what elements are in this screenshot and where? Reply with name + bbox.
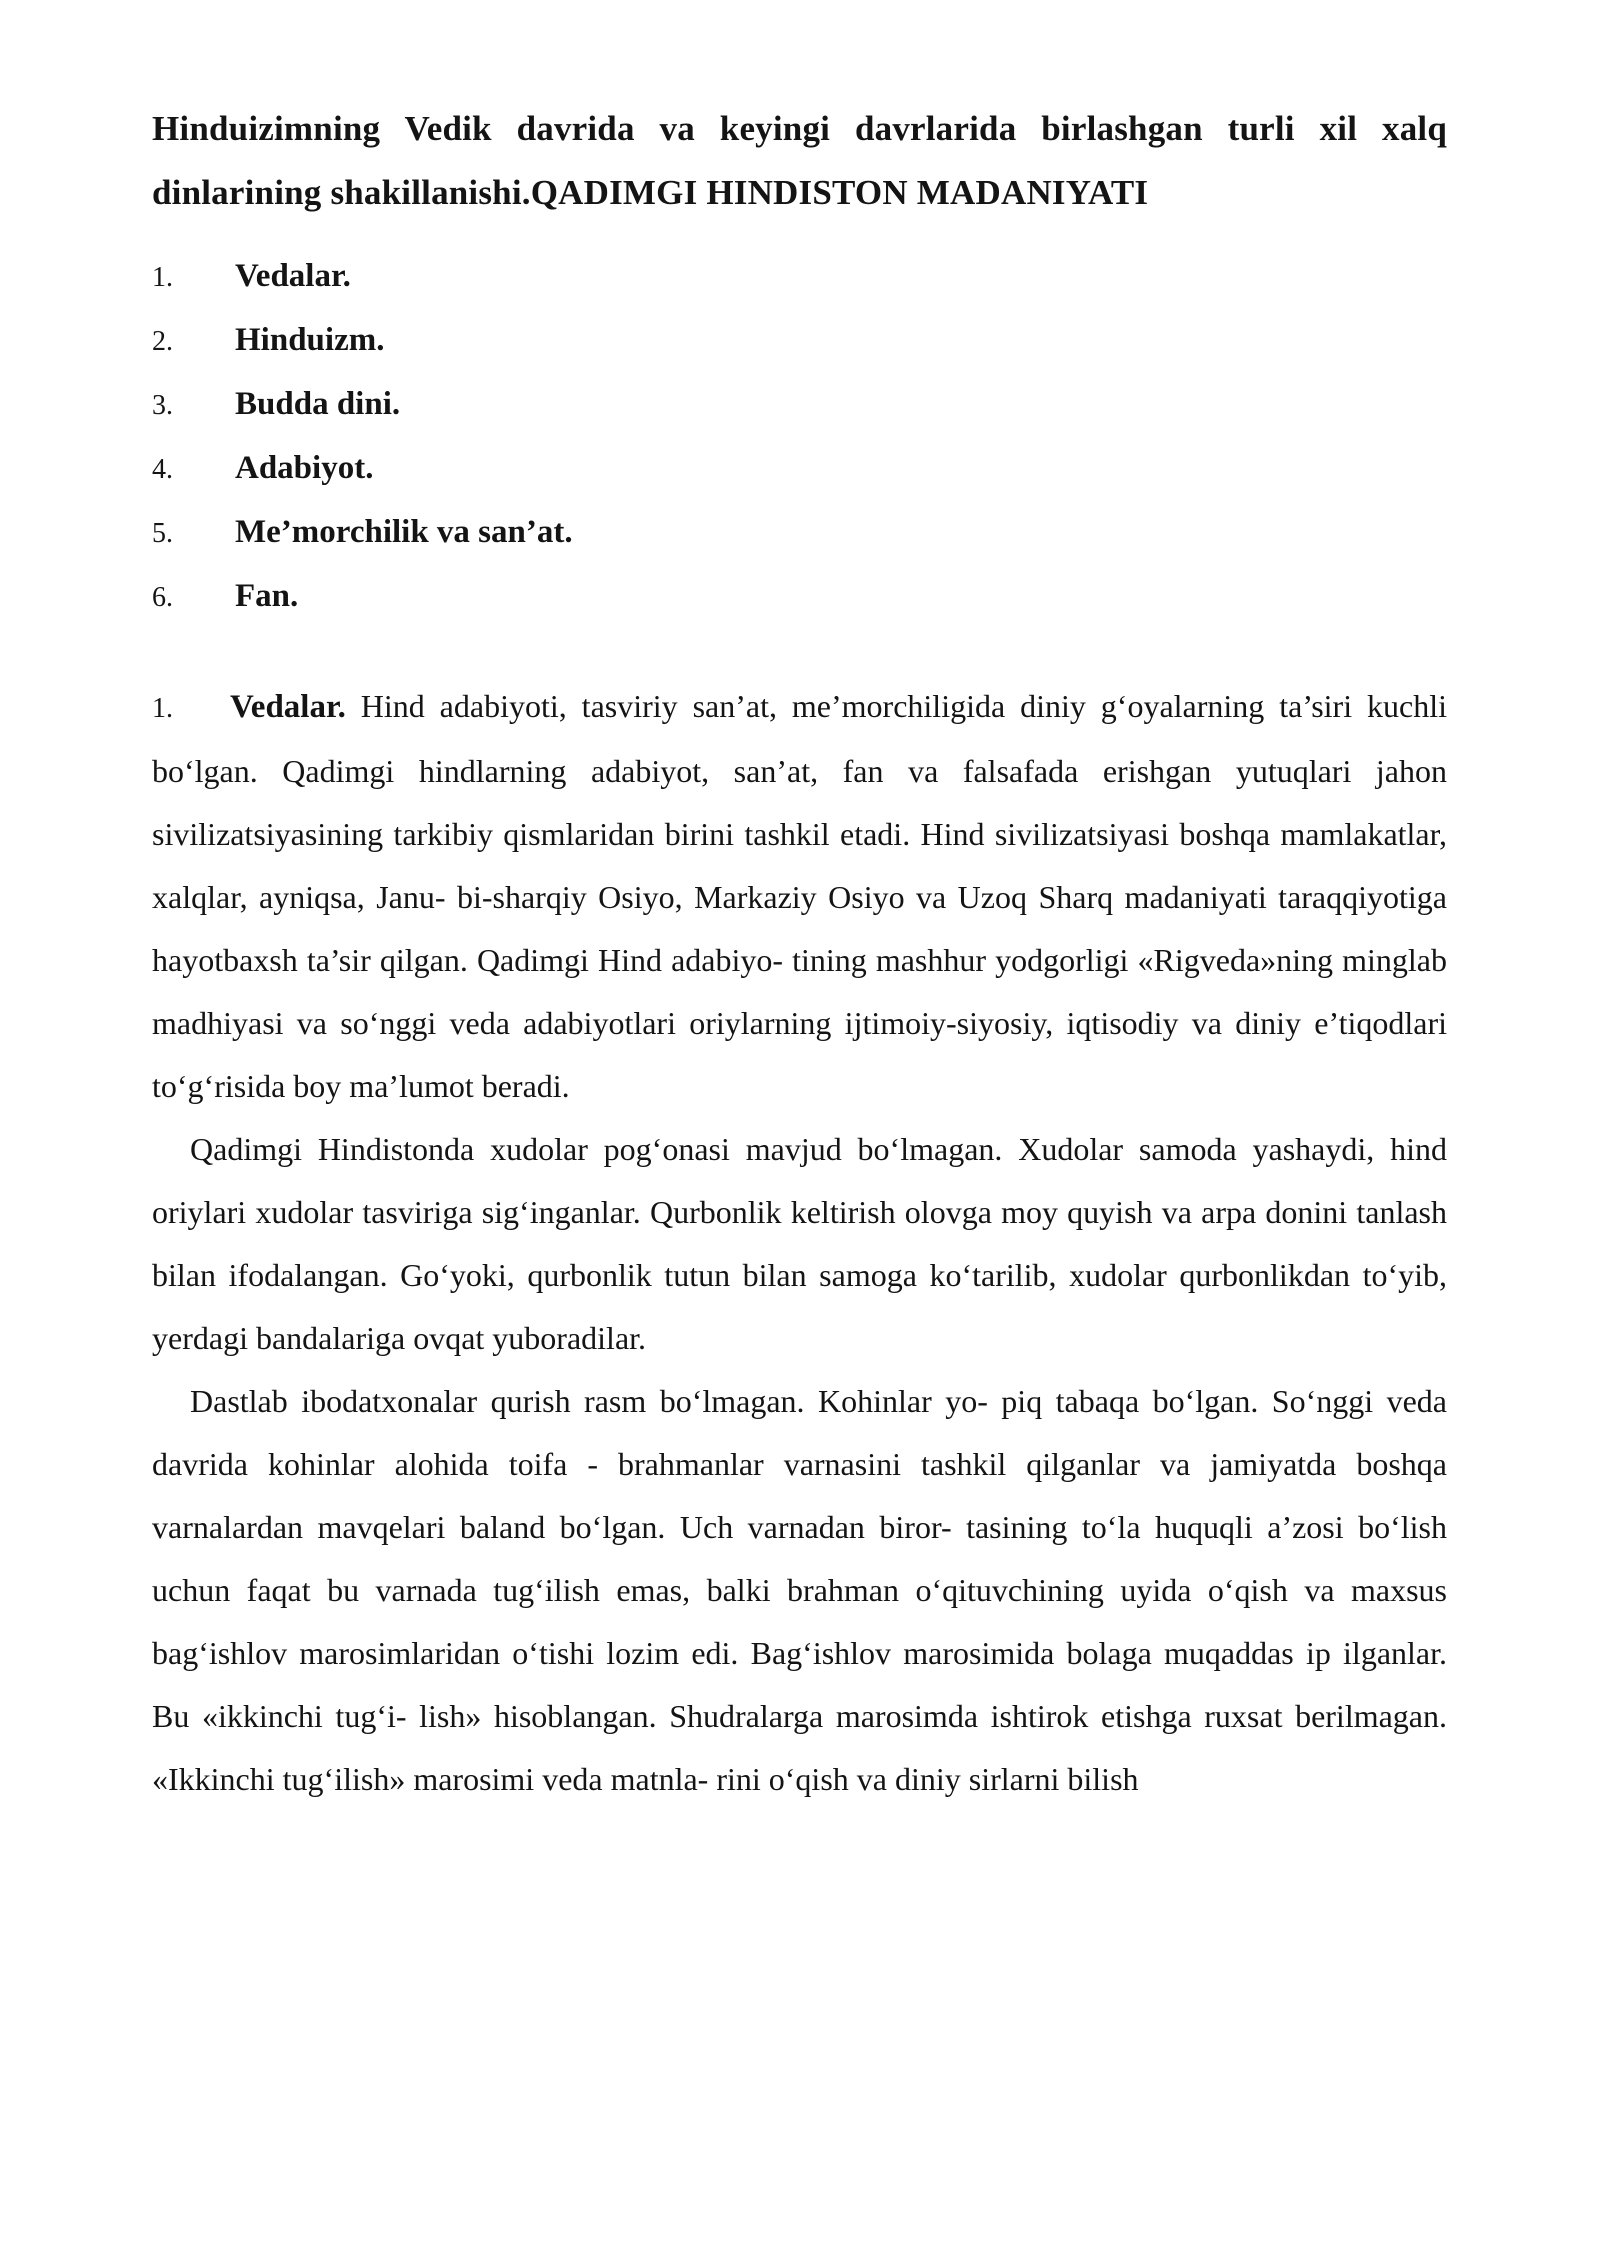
outline-item [152, 500, 1447, 564]
paragraph-number: 1. [152, 693, 173, 724]
outline-item-label: Hinduizm. [235, 322, 385, 358]
outline-item-number: 1. [152, 262, 173, 293]
paragraph-ibodatxonalar: Dastlab ibodatxonalar qurish rasm boʻlmagan. Kohinlar yo- piq tabaqa boʻlgan. Soʻnggi veda davrida kohinlar alohida toifa - brahmanlar varnasini tashkil qilganlar va jamiyatda boshqa varnalardan mavqelari baland boʻlgan. Uch varnadan biror- tasining toʻla huquqli a’zosi boʻlish uchun faqat bu varnada tugʻilish emas, balki brahman oʻqituvchining uyida oʻqish va maxsus bagʻishlov marosimlaridan oʻtishi lozim edi. Bagʻishlov marosimida bolaga muqaddas ip ilganlar. Bu «ikkinchi tugʻi- lish» hisoblangan. Shudralarga marosimda ishtirok etishga ruxsat berilmagan. «Ikkinchi tugʻilish» marosimi veda matnla- rini oʻqish va diniy sirlarni bilish [152, 1383, 1447, 1797]
outline-item-number: 3. [152, 390, 173, 421]
outline-item [152, 244, 1447, 308]
outline-item-label: Budda dini. [235, 386, 401, 422]
outline-item-number: 4. [152, 454, 173, 485]
outline-item-label: Vedalar. [235, 258, 351, 294]
outline-list [152, 244, 1447, 628]
paragraph-vedalar [152, 675, 1447, 1118]
outline-item [152, 436, 1447, 500]
outline-item-number: 5. [152, 518, 173, 549]
outline-item [152, 308, 1447, 372]
body-text [152, 675, 1447, 1811]
paragraph-lead: Vedalar. [230, 689, 346, 725]
outline-item-number: 6. [152, 582, 173, 613]
document-title: Hinduizimning Vedik davrida va keyingi davrlarida birlashgan turli xil xalq dinlarining shakillanishi.QADIMGI HINDISTON MADANIYATI [152, 109, 1447, 212]
paragraph-text: Hind adabiyoti, tasviriy san’at, me’morchiligida diniy gʻoyalarning ta’siri kuchli boʻlgan. Qadimgi hindlarning adabiyot, san’at, fan va falsafada erishgan yutuqlari jahon sivilizatsiyasining tarkibiy qismlaridan birini tashkil etadi. Hind sivilizatsiyasi boshqa mamlakatlar, xalqlar, ayniqsa, Janu- bi-sharqiy Osiyo, Markaziy Osiyo va Uzoq Sharq madaniyati taraqqiyotiga hayotbaxsh ta’sir qilgan. Qadimgi Hind adabiyo- tining mashhur yodgorligi «Rigveda»ning minglab madhiyasi va soʻnggi veda adabiyotlari oriylarning ijtimoiy-siyosiy, iqtisodiy va diniy e’tiqodlari toʻgʻrisida boy ma’lumot beradi. [152, 688, 1448, 1104]
outline-item-number: 2. [152, 326, 173, 357]
outline-item-label: Adabiyot. [235, 450, 374, 486]
outline-item [152, 372, 1447, 436]
outline-item-label: Me’morchilik va san’at. [235, 514, 573, 550]
outline-item-label: Fan. [235, 578, 299, 614]
paragraph-xudolar: Qadimgi Hindistonda xudolar pogʻonasi mavjud boʻlmagan. Xudolar samoda yashaydi, hind oriylari xudolar tasviriga sigʻinganlar. Qurbonlik keltirish olovga moy quyish va arpa donini tanlash bilan ifodalangan. Goʻyoki, qurbonlik tutun bilan samoga koʻtarilib, xudolar qurbonlikdan toʻyib, yerdagi bandalariga ovqat yuboradilar. [152, 1131, 1447, 1356]
outline-item [152, 564, 1447, 628]
